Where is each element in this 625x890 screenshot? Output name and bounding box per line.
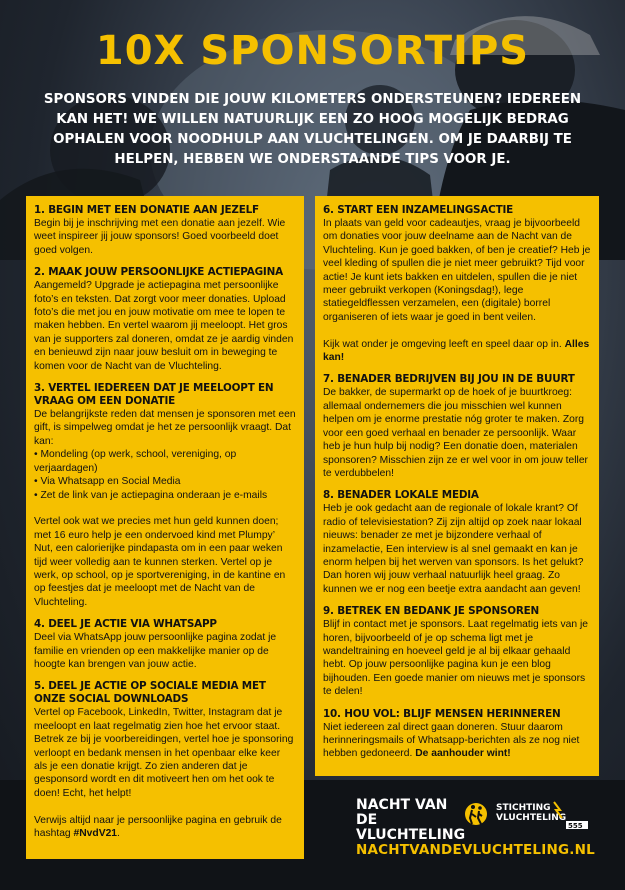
footer-logos [356,797,596,843]
tip-title: 3. VERTEL IEDEREEN DAT JE MEELOOPT EN VRAAG OM EEN DONATIE [34,382,274,408]
tips-column-left [26,196,304,859]
tip-body-end: . [117,828,120,840]
hashtag: #NvdV21 [73,828,118,840]
stichting-line-2: VLUCHTELING [496,813,567,823]
tip-body: Heb je ook gedacht aan de regionale of lokale krant? Of radio of televisiestation? Zij zijn altijd op zoek naar lokaal nieuws: benader ze met je bijzondere verhaal of inzamelactie, Een interview is al snel gemaakt en kan je enorm helpen bij het werven van sponsors. Is het gelukt? Dan horen wij jouw verhaal natuurlijk heel graag. Zo kunnen we er nog een beetje extra aandacht aan geven! [323,503,584,595]
tip-7 [323,373,591,480]
page-title: 10X SPONSORTIPS [95,28,530,74]
tip-8 [323,489,591,596]
tip-body: Deel via WhatsApp jouw persoonlijke pagina zodat je familie en vrienden op een makkelijke manier op de hoogte kan brengen van jouw actie. [34,632,277,670]
website-url[interactable]: NACHTVANDEVLUCHTELING.NL [356,842,595,858]
tip-emphasis: Alles kan! [323,338,590,364]
tip-body: Aangemeld? Upgrade je actiepagina met persoonlijke foto’s en teksten. Dat zorgt voor meer donaties. Upload foto’s die met jou en jouw motivatie om mee te lopen te maken hebben. En vertel waarom jij meeloopt. Het gros van je supporters zal doneren, omdat ze je aardig vinden en benieuwd zijn naar jouw besluit om in beweging te komen voor de Nacht van de Vluchteling. [34,280,294,372]
tip-title: 9. BETREK EN BEDANK JE SPONSOREN [323,605,540,618]
tip-body: Begin bij je inschrijving met een donatie aan jezelf. Wie weet inspireer jij jouw sponsors! Goed voorbeeld doet goed volgen. [34,218,286,256]
tip-4 [34,618,296,671]
tip-body: De belangrijkste reden dat mensen je sponsoren met een gift, is simpelweg omdat je het ze persoonlijk vraagt. Dat kan: • Mondeling (op werk, school, vereniging, op verjaardagen) • Via Whatsapp en Social Media • Zet de link van je actiepagina onderaan je e-mails Vertel ook wat we precies met hun geld kunnen doen; met 16 euro help je een ondervoed kind met Plumpy’ Nut, een calorierijke pindapasta om in een paar weken tijd weer volledig aan te kunnen sterken. Vertel op je werk, op school, op je sportvereniging, in de kantine en op feestjes dat je meeloopt met de Nacht van de Vluchteling. [34,409,296,608]
tip-5 [34,680,296,840]
tip-6 [323,204,591,364]
walkers-icon [464,800,488,828]
tip-body: Blijf in contact met je sponsors. Laat regelmatig iets van je horen, bijvoorbeeld of je op schema ligt met je wandeltraining en hoeveel geld je al bij elkaar gehaald hebt. Op jouw persoonlijke pagina kun je een blog bijhouden. Een goede manier om nieuws met je sponsors te delen! [323,619,588,698]
tip-title: 1. BEGIN MET EEN DONATIE AAN JEZELF [34,204,259,216]
tip-1 [34,204,296,257]
tip-10 [323,708,591,761]
stichting-number: 555 [568,822,583,830]
logo-line-2: VLUCHTELING [356,827,466,843]
tip-body: De bakker, de supermarkt op de hoek of je buurtkroeg: allemaal ondernemers die jou misschien wel kunnen helpen om je enorme prestatie nóg groter te maken. Zorg voor een goed verhaal en benader ze persoonlijk. Waar heb je hun hulp bij nodig? Een donatie doen, materialen sponsoren? Misschien zijn ze er wel voor in om jouw teller te verdubbelen! [323,387,588,479]
tip-title: 2. MAAK JOUW PERSOONLIJKE ACTIEPAGINA [34,266,283,279]
tip-title: 10. HOU VOL: BLIJF MENSEN HERINNEREN [323,707,561,720]
tip-body [323,217,591,364]
tip-body [323,721,591,761]
tip-title: 4. DEEL JE ACTIE VIA WHATSAPP [34,618,217,631]
tip-body [34,706,296,840]
tip-3 [34,382,296,609]
tip-9 [323,605,591,698]
tip-title: 5. DEEL JE ACTIE OP SOCIALE MEDIA MET ONZE SOCIAL DOWNLOADS [34,680,266,706]
stichting-line-1: STICHTING [496,803,551,813]
nacht-van-de-vluchteling-logo [356,798,466,843]
tip-title: 8. BENADER LOKALE MEDIA [323,489,479,502]
logo-line-1: NACHT VAN DE [356,797,448,828]
intro-text: SPONSORS VINDEN DIE JOUW KILOMETERS ONDERSTEUNEN? IEDEREEN KAN HET! WE WILLEN NATUURLIJK EEN ZO HOOG MOGELIJK BEDRAG OPHALEN VOOR NOODHULP AAN VLUCHTELINGEN. OM JE DAARBIJ TE HELPEN, HEBBEN WE ONDERSTAANDE TIPS VOOR JE. [43,92,582,167]
tip-body-text: Niet iedereen zal direct gaan doneren. Stuur daarom herinneringsmails of Whatsapp-berichten als ze nog niet hebben gedoneerd. [323,721,580,760]
tip-body-text: Vertel op Facebook, LinkedIn, Twitter, Instagram dat je meeloopt en laat regelmatig zien hoe het ervoor staat. Betrek ze bij je voorbereidingen, vertel hoe je sponsoring verloopt en bedank mensen in het openbaar elke keer als je een donatie krijgt. Zo zien anderen dat je gesponsord wordt en dit motiveert hen om het ook te doen! Echt, het helpt! Verwijs altijd naar je persoonlijke pagina en gebruik de hashtag [34,707,294,840]
tip-title: 7. BENADER BEDRIJVEN BIJ JOU IN DE BUURT [323,373,575,386]
tip-2 [34,266,296,373]
tip-title: 6. START EEN INZAMELINGSACTIE [323,204,514,216]
tip-emphasis: De aanhouder wint! [415,748,511,760]
tip-body-text: In plaats van geld voor cadeautjes, vraag je bijvoorbeeld om donaties voor jouw deelname aan de Nacht van de Vluchteling. Kun je goed bakken, of ben je creatief? Heb je veel kleding of spullen die je niet meer gebruikt? Tijd voor actie! Je kunt iets bakken en uitdelen, spullen die je niet meer gebruikt verkopen (Koningsdag!), lege statiegeldflessen verzamelen, een (digitale) borrel organiseren of iets waar je goed in bent veilen. Kijk wat onder je omgeving leeft en speel daar op in. [323,218,591,350]
stichting-vluchteling-logo [494,800,594,830]
tips-column-right [315,196,599,776]
